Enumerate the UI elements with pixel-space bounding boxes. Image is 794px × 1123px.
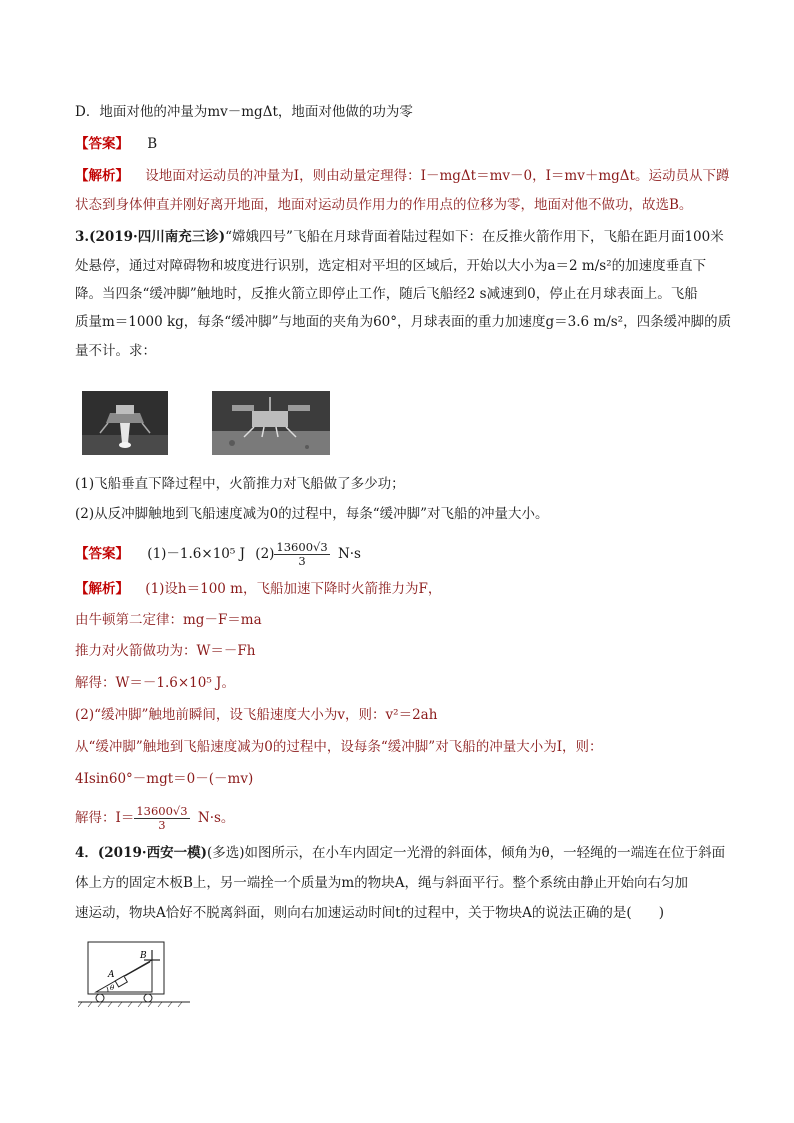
fraction-numerator: 13600√3 (136, 804, 188, 818)
question-text: “嫦娥四号”飞船在月球背面着陆过程如下：在反推火箭作用下，飞船在距月面100米 (225, 229, 724, 245)
q4-stem-line-2: 体上方的固定木板B上，另一端拴一个质量为m的物块A，绳与斜面平行。整个系统由静止开始向右匀加 (75, 875, 688, 891)
q3-analysis-row-7: 4Isin60°－mgt＝0－(－mv) (75, 771, 254, 787)
q3-analysis-row-8 (75, 805, 234, 832)
fraction-numerator: 13600√3 (276, 540, 328, 554)
answer-unit: N·s (337, 546, 361, 562)
q3-stem-line-4: 质量m＝1000 kg，每条“缓冲脚”与地面的夹角为60°，月球表面的重力加速度g＝3.6 m/s²，四条缓冲脚的质 (75, 314, 732, 330)
q3-stem-line-1 (75, 227, 724, 247)
analysis-label: 【解析】 (75, 581, 129, 597)
fraction-denominator: 3 (298, 554, 306, 568)
cart-incline-figure (78, 940, 193, 1010)
analysis-text: (1)设h＝100 m，飞船加速下降时火箭推力为F， (145, 581, 442, 597)
question-source: (2019·四川南充三诊) (89, 229, 226, 245)
q4-stem-line-3: 速运动，物块A恰好不脱离斜面，则向右加速运动时间t的过程中，关于物块A的说法正确的是( ) (75, 905, 664, 921)
q2-analysis-row-1 (75, 166, 729, 186)
q3-stem-line-2: 处悬停，通过对障碍物和坡度进行识别，选定相对平坦的区域后，开始以大小为a＝2 m/s²的加速度垂直下 (75, 258, 707, 274)
q3-analysis-row-1 (75, 579, 441, 599)
result-fraction (134, 805, 189, 832)
label-b: B (140, 951, 147, 961)
question-text: (多选)如图所示，在小车内固定一光滑的斜面体，倾角为θ，一轻绳的一端连在位于斜面 (206, 845, 726, 861)
q3-analysis-row-3: 推力对火箭做功为：W＝－Fh (75, 643, 256, 659)
answer-fraction (274, 541, 329, 568)
answer-label: 【答案】 (75, 546, 129, 562)
q3-analysis-row-4: 解得：W＝－1.6×10⁵ J。 (75, 675, 235, 691)
fraction-denominator: 3 (158, 818, 166, 832)
option-d: D．地面对他的冲量为mv－mgΔt，地面对他做的功为零 (75, 104, 413, 120)
answer-part-2-prefix: (2) (255, 546, 275, 562)
q3-sub-question-2: (2)从反冲脚触地到飞船速度减为0的过程中，每条“缓冲脚”对飞船的冲量大小。 (75, 506, 549, 522)
q3-stem-line-5: 量不计。求： (75, 343, 156, 359)
result-unit: N·s。 (197, 810, 235, 826)
question-source: (2019·西安一模) (97, 845, 207, 861)
label-a: A (108, 970, 115, 980)
answer-label: 【答案】 (75, 136, 129, 152)
lander-on-surface-photo (212, 391, 330, 455)
analysis-text: 设地面对运动员的冲量为I，则由动量定理得：I－mgΔt＝mv－0，I＝mv＋mgΔt。运动员从下蹲 (145, 168, 730, 184)
question-number: 4． (75, 845, 98, 861)
q4-stem-line-1 (75, 843, 725, 863)
analysis-label: 【解析】 (75, 168, 129, 184)
q2-analysis-row-2: 状态到身体伸直并刚好离开地面，地面对运动员作用力的作用点的位移为零，地面对他不做功，故选B。 (75, 197, 693, 213)
result-prefix: 解得：I＝ (75, 810, 135, 826)
q2-answer-row (75, 134, 157, 154)
question-number: 3. (75, 229, 90, 245)
q3-analysis-row-6: 从“缓冲脚”触地到飞船速度减为0的过程中，设每条“缓冲脚”对飞船的冲量大小为I，则： (75, 739, 603, 755)
q3-stem-line-3: 降。当四条“缓冲脚”触地时，反推火箭立即停止工作，随后飞船经2 s减速到0，停止在月球表面上。飞船 (75, 286, 698, 302)
q3-answer-row (75, 541, 361, 568)
answer-value: B (147, 136, 158, 152)
lander-descent-photo (82, 391, 168, 455)
q3-sub-question-1: (1)飞船垂直下降过程中，火箭推力对飞船做了多少功； (75, 476, 405, 492)
answer-part-1: (1)－1.6×10⁵ J (147, 546, 245, 562)
q3-analysis-row-5: (2)“缓冲脚”触地前瞬间，设飞船速度大小为v，则：v²＝2ah (75, 707, 438, 723)
q3-analysis-row-2: 由牛顿第二定律：mg－F＝ma (75, 612, 262, 628)
label-theta: θ (110, 984, 115, 992)
